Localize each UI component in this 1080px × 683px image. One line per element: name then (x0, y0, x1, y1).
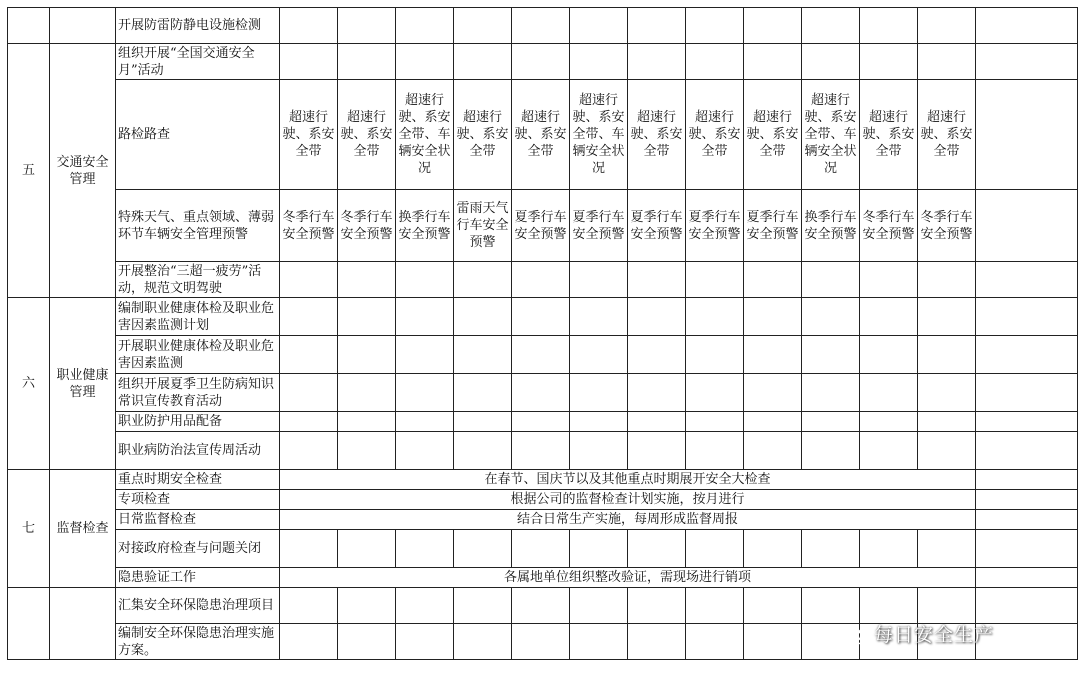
month-cell (512, 432, 570, 470)
month-cell (454, 624, 512, 660)
month-cell (396, 8, 454, 44)
month-cell (628, 432, 686, 470)
month-cell (280, 530, 338, 568)
remark-cell (976, 530, 1078, 568)
remark-cell (976, 44, 1078, 80)
remark-cell (976, 80, 1078, 190)
month-cell (686, 412, 744, 432)
item-label: 组织开展夏季卫生防病知识常识宣传教育活动 (116, 374, 280, 412)
month-cell (512, 44, 570, 80)
item-label: 对接政府检查与问题关闭 (116, 530, 280, 568)
section-number: 六 (8, 298, 50, 470)
month-cell (744, 624, 802, 660)
month-cell (918, 412, 976, 432)
month-cell (396, 298, 454, 336)
month-cell (454, 432, 512, 470)
month-cell (744, 336, 802, 374)
month-cell (744, 432, 802, 470)
month-cell (918, 530, 976, 568)
month-cell (512, 412, 570, 432)
month-cell (570, 624, 628, 660)
plan-table (7, 7, 1078, 660)
month-cell (338, 298, 396, 336)
month-cell: 换季行车安全预警 (802, 190, 860, 262)
remark-cell (976, 568, 1078, 588)
month-cell (338, 8, 396, 44)
month-cell (512, 336, 570, 374)
month-cell (744, 44, 802, 80)
month-cell (918, 432, 976, 470)
month-cell (628, 44, 686, 80)
item-label: 开展整治“三超一疲劳”活动，规范文明驾驶 (116, 262, 280, 298)
month-cell (802, 432, 860, 470)
remark-cell (976, 490, 1078, 510)
month-cell (396, 44, 454, 80)
month-cell (338, 624, 396, 660)
section-number: 五 (8, 44, 50, 298)
month-cell (918, 588, 976, 624)
month-cell (802, 8, 860, 44)
month-cell (280, 374, 338, 412)
item-label: 编制职业健康体检及职业危害因素监测计划 (116, 298, 280, 336)
section-category (50, 588, 116, 660)
month-cell (628, 624, 686, 660)
month-cell: 冬季行车安全预警 (338, 190, 396, 262)
month-cell (396, 530, 454, 568)
item-label: 汇集安全环保隐患治理项目 (116, 588, 280, 624)
month-cell (454, 262, 512, 298)
month-cell: 夏季行车安全预警 (744, 190, 802, 262)
month-cell: 超速行驶、系安全带、车辆安全状况 (802, 80, 860, 190)
month-cell (744, 412, 802, 432)
month-cell (396, 624, 454, 660)
month-cell (860, 588, 918, 624)
section-category (50, 8, 116, 44)
remark-cell (976, 8, 1078, 44)
section-number: 七 (8, 470, 50, 588)
month-cell (744, 298, 802, 336)
remark-cell (976, 510, 1078, 530)
merged-note-cell: 在春节、国庆节以及其他重点时期展开安全大检查 (280, 470, 976, 490)
month-cell (628, 412, 686, 432)
item-label: 职业防护用品配备 (116, 412, 280, 432)
month-cell (454, 412, 512, 432)
month-cell (570, 44, 628, 80)
month-cell (628, 8, 686, 44)
month-cell (860, 374, 918, 412)
month-cell (686, 44, 744, 80)
month-cell (686, 530, 744, 568)
month-cell: 超速行驶、系安全带 (338, 80, 396, 190)
month-cell: 超速行驶、系安全带 (454, 80, 512, 190)
month-cell (802, 336, 860, 374)
month-cell (744, 588, 802, 624)
remark-cell (976, 190, 1078, 262)
month-cell (396, 336, 454, 374)
month-cell (628, 374, 686, 412)
month-cell: 夏季行车安全预警 (512, 190, 570, 262)
table-row (8, 432, 1078, 470)
month-cell (802, 298, 860, 336)
month-cell (454, 8, 512, 44)
table-row (8, 8, 1078, 44)
month-cell (802, 412, 860, 432)
month-cell (396, 262, 454, 298)
table-row (8, 412, 1078, 432)
month-cell (280, 8, 338, 44)
month-cell (918, 8, 976, 44)
month-cell (628, 298, 686, 336)
month-cell (338, 530, 396, 568)
month-cell (860, 8, 918, 44)
month-cell: 冬季行车安全预警 (280, 190, 338, 262)
table-row (8, 568, 1078, 588)
watermark (842, 620, 994, 647)
item-label: 开展防雷防静电设施检测 (116, 8, 280, 44)
remark-cell (976, 588, 1078, 624)
item-label: 隐患验证工作 (116, 568, 280, 588)
month-cell (802, 44, 860, 80)
month-cell: 冬季行车安全预警 (918, 190, 976, 262)
wechat-icon (842, 626, 868, 646)
month-cell (280, 412, 338, 432)
section-number (8, 588, 50, 660)
month-cell (338, 44, 396, 80)
month-cell (802, 262, 860, 298)
month-cell (686, 336, 744, 374)
month-cell (744, 8, 802, 44)
table-row (8, 44, 1078, 80)
item-label: 编制安全环保隐患治理实施方案。 (116, 624, 280, 660)
month-cell (280, 298, 338, 336)
month-cell (918, 262, 976, 298)
month-cell (280, 588, 338, 624)
month-cell (918, 374, 976, 412)
month-cell (454, 374, 512, 412)
item-label: 开展职业健康体检及职业危害因素监测 (116, 336, 280, 374)
month-cell (744, 262, 802, 298)
month-cell: 超速行驶、系安全带 (860, 80, 918, 190)
month-cell (802, 530, 860, 568)
table-row (8, 190, 1078, 262)
month-cell (744, 530, 802, 568)
month-cell (628, 336, 686, 374)
item-label: 职业病防治法宣传周活动 (116, 432, 280, 470)
month-cell (396, 588, 454, 624)
item-label: 专项检查 (116, 490, 280, 510)
month-cell (628, 588, 686, 624)
month-cell: 夏季行车安全预警 (570, 190, 628, 262)
month-cell (454, 298, 512, 336)
table-row (8, 490, 1078, 510)
month-cell (628, 530, 686, 568)
month-cell (280, 44, 338, 80)
remark-cell (976, 432, 1078, 470)
month-cell (512, 530, 570, 568)
table-row (8, 298, 1078, 336)
month-cell (512, 8, 570, 44)
merged-note-cell: 根据公司的监督检查计划实施，按月进行 (280, 490, 976, 510)
month-cell (512, 262, 570, 298)
month-cell (570, 8, 628, 44)
month-cell (860, 262, 918, 298)
month-cell (338, 262, 396, 298)
month-cell: 夏季行车安全预警 (686, 190, 744, 262)
month-cell (570, 432, 628, 470)
month-cell (396, 412, 454, 432)
month-cell (570, 336, 628, 374)
month-cell: 超速行驶、系安全带 (744, 80, 802, 190)
merged-note-cell: 各属地单位组织整改验证，需现场进行销项 (280, 568, 976, 588)
item-label: 路检路查 (116, 80, 280, 190)
month-cell (860, 44, 918, 80)
remark-cell (976, 298, 1078, 336)
month-cell (338, 412, 396, 432)
month-cell (338, 336, 396, 374)
month-cell (454, 530, 512, 568)
month-cell: 夏季行车安全预警 (628, 190, 686, 262)
month-cell (686, 624, 744, 660)
month-cell (860, 336, 918, 374)
month-cell (338, 432, 396, 470)
month-cell (570, 412, 628, 432)
table-row (8, 262, 1078, 298)
month-cell (744, 374, 802, 412)
table-row (8, 470, 1078, 490)
month-cell (280, 262, 338, 298)
month-cell (686, 8, 744, 44)
remark-cell (976, 412, 1078, 432)
remark-cell (976, 262, 1078, 298)
month-cell (512, 588, 570, 624)
month-cell: 超速行驶、系安全带 (628, 80, 686, 190)
month-cell (570, 588, 628, 624)
month-cell (802, 374, 860, 412)
item-label: 特殊天气、重点领域、薄弱环节车辆安全管理预警 (116, 190, 280, 262)
month-cell: 超速行驶、系安全带 (918, 80, 976, 190)
item-label: 组织开展“全国交通安全月”活动 (116, 44, 280, 80)
table-row (8, 374, 1078, 412)
table-row (8, 588, 1078, 624)
watermark-text: 每日安全生产 (874, 624, 995, 646)
month-cell (802, 588, 860, 624)
table-row (8, 80, 1078, 190)
month-cell (454, 588, 512, 624)
remark-cell (976, 374, 1078, 412)
remark-cell (976, 336, 1078, 374)
table-row (8, 510, 1078, 530)
month-cell (570, 298, 628, 336)
section-category: 监督检查 (50, 470, 116, 588)
month-cell (860, 432, 918, 470)
table-row (8, 530, 1078, 568)
month-cell: 冬季行车安全预警 (860, 190, 918, 262)
month-cell (860, 298, 918, 336)
month-cell: 超速行驶、系安全带 (512, 80, 570, 190)
month-cell (396, 374, 454, 412)
month-cell (860, 530, 918, 568)
month-cell: 超速行驶、系安全带 (686, 80, 744, 190)
section-category: 职业健康管理 (50, 298, 116, 470)
month-cell (570, 262, 628, 298)
month-cell (454, 336, 512, 374)
month-cell: 超速行驶、系安全带、车辆安全状况 (570, 80, 628, 190)
month-cell (686, 262, 744, 298)
month-cell (280, 432, 338, 470)
merged-note-cell: 结合日常生产实施，每周形成监督周报 (280, 510, 976, 530)
month-cell (918, 298, 976, 336)
month-cell (512, 374, 570, 412)
month-cell (512, 624, 570, 660)
table-row (8, 336, 1078, 374)
month-cell: 雷雨天气行车安全预警 (454, 190, 512, 262)
month-cell (396, 432, 454, 470)
month-cell: 超速行驶、系安全带、车辆安全状况 (396, 80, 454, 190)
month-cell (686, 588, 744, 624)
month-cell (686, 298, 744, 336)
month-cell (512, 298, 570, 336)
section-category: 交通安全管理 (50, 44, 116, 298)
month-cell (280, 336, 338, 374)
month-cell (454, 44, 512, 80)
month-cell (628, 262, 686, 298)
month-cell (860, 412, 918, 432)
month-cell: 超速行驶、系安全带 (280, 80, 338, 190)
month-cell (918, 44, 976, 80)
month-cell: 换季行车安全预警 (396, 190, 454, 262)
remark-cell (976, 470, 1078, 490)
item-label: 重点时期安全检查 (116, 470, 280, 490)
month-cell (570, 374, 628, 412)
item-label: 日常监督检查 (116, 510, 280, 530)
month-cell (338, 374, 396, 412)
month-cell (686, 374, 744, 412)
section-number (8, 8, 50, 44)
month-cell (338, 588, 396, 624)
month-cell (918, 336, 976, 374)
month-cell (280, 624, 338, 660)
month-cell (686, 432, 744, 470)
month-cell (570, 530, 628, 568)
